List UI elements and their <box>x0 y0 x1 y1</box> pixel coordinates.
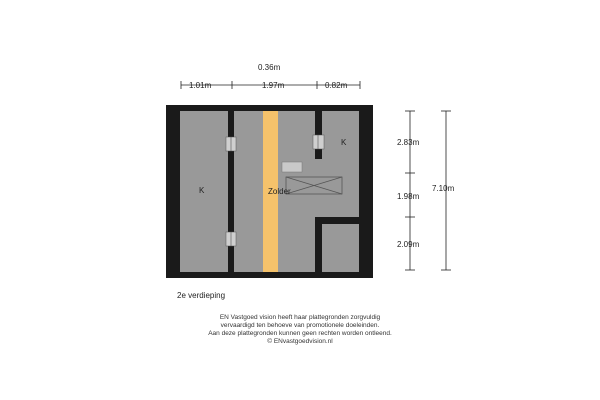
door-left-bottom <box>226 232 236 246</box>
disclaimer-line: Aan deze plattegronden kunnen geen rechten worden ontleend. <box>208 330 392 337</box>
room-label-right-top: K <box>341 138 347 147</box>
disclaimer-line: EN Vastgoed vision heeft haar plattegronden zorgvuldig <box>219 314 381 321</box>
dim-top-1: 1.01m <box>189 81 212 90</box>
dim-right-2: 1.98m <box>397 192 420 201</box>
door-right-top <box>313 135 324 149</box>
room-right-bottom <box>322 224 359 272</box>
disclaimer-line: © ENvastgoedvision.nl <box>267 338 333 345</box>
dim-top-2: 1.97m <box>262 81 285 90</box>
room-right-top <box>322 111 359 159</box>
disclaimer <box>0 314 600 346</box>
skylight <box>282 162 302 172</box>
room-label-left: K <box>199 186 205 195</box>
dim-top-3: 0.82m <box>325 81 348 90</box>
disclaimer-line: vervaardigd ten behoeve van promotionele doeleinden. <box>220 322 380 329</box>
room-label-center: Zolder <box>268 187 291 196</box>
dim-overall-width: 0.36m <box>258 63 281 72</box>
dim-total: 7.10m <box>432 184 455 193</box>
dim-right-1: 2.83m <box>397 138 420 147</box>
floor-label: 2e verdieping <box>177 291 226 300</box>
dim-right-3: 2.09m <box>397 240 420 249</box>
door-left-top <box>226 137 236 151</box>
